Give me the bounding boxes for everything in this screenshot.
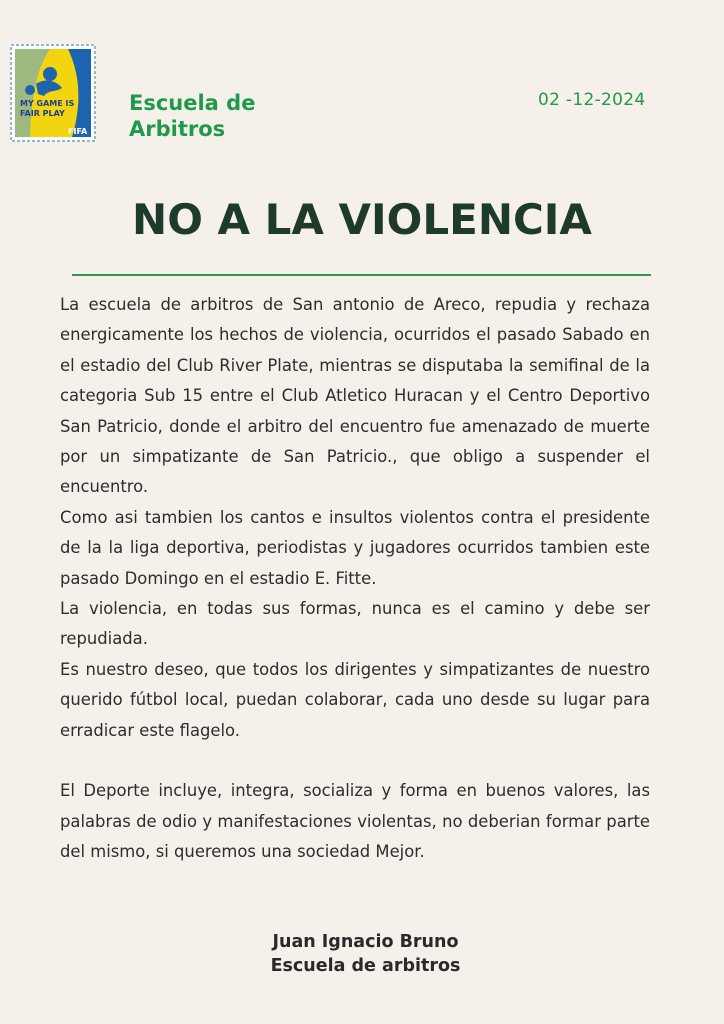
- logo-text-line2: FAIR PLAY: [20, 109, 65, 118]
- statement-body: [60, 290, 650, 868]
- organization-name: [129, 90, 255, 142]
- org-name-line2: Arbitros: [129, 117, 226, 141]
- page-title: NO A LA VIOLENCIA: [132, 195, 592, 244]
- paragraph-3: La violencia, en todas sus formas, nunca es el camino y debe ser repudiada.: [60, 599, 650, 649]
- signature-name: Juan Ignacio Bruno: [272, 932, 459, 952]
- fifa-fair-play-logo: [10, 44, 96, 142]
- paragraph-gap: [60, 746, 650, 776]
- logo-brand: FIFA: [68, 127, 88, 136]
- paragraph-5: El Deporte incluye, integra, socializa y forma en buenos valores, las palabras de odio y manifestaciones violentas, no deberian formar parte del mismo, si queremos una sociedad Mejor.: [60, 781, 650, 862]
- document-date: 02 -12-2024: [538, 90, 646, 110]
- paragraph-1: La escuela de arbitros de San antonio de Areco, repudia y rechaza energicamente los hechos de violencia, ocurridos el pasado Sabado en el estadio del Club River Plate, mientras se disputaba la semifinal de la categoria Sub 15 entre el Club Atletico Huracan y el Centro Deportivo San Patricio, donde el arbitro del encuentro fue amenazado de muerte por un simpatizante de San Patricio., que obligo a suspender el encuentro.: [60, 295, 650, 497]
- paragraph-4: Es nuestro deseo, que todos los dirigentes y simpatizantes de nuestro querido fútbol local, puedan colaborar, cada uno desde su lugar para erradicar este flagelo.: [60, 659, 650, 740]
- title-divider: [72, 274, 651, 276]
- paragraph-2: Como asi tambien los cantos e insultos violentos contra el presidente de la la liga deportiva, periodistas y jugadores ocurridos tambien este pasado Domingo en el estadio E. Fitte.: [60, 507, 650, 588]
- org-name-line1: Escuela de: [129, 91, 256, 115]
- signature-role: Escuela de arbitros: [270, 956, 461, 976]
- signature-block: [0, 930, 724, 978]
- logo-text-line1: MY GAME IS: [20, 99, 75, 108]
